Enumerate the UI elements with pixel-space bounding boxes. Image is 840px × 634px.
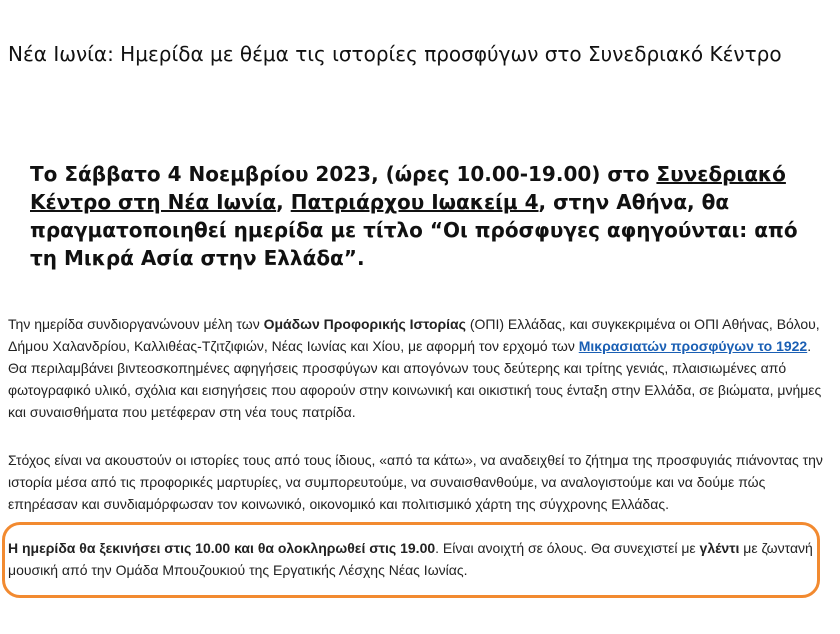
body-paragraph-1 (8, 313, 828, 423)
lead-paragraph (30, 160, 810, 272)
p3-bold-glenti: γλέντι (699, 540, 740, 556)
body-paragraph-2 (8, 449, 828, 515)
p3-bold-times: Η ημερίδα θα ξεκινήσει στις 10.00 και θα ολοκληρωθεί στις 19.00 (8, 540, 436, 556)
p1-bold-groups: Ομάδων Προφορικής Ιστορίας (263, 316, 466, 332)
venue-link[interactable]: Συνεδριακό Κέντρο στη Νέα Ιωνία (30, 162, 786, 214)
lead-text-1: Το Σάββατο 4 Νοεμβρίου 2023, (ώρες 10.00-19.00) στο (30, 162, 657, 186)
p1-text-2: (ΟΠΙ) Ελλάδας, και συγκεκριμένα οι ΟΠΙ Αθήνας, Βόλου, Δήμου Χαλανδρίου, Καλλιθέας-Τζιτζιφιών, Νέας Ιωνίας και Χίου, με αφορμή τον ερχομό των (8, 316, 820, 354)
lead-text-2: , στην Αθήνα, θα πραγματοποιηθεί ημερίδα με τίτλο “Οι πρόσφυγες αφηγούνται: από τη Μικρά Ασία στην Ελλάδα”. (30, 190, 798, 270)
refugees-1922-link[interactable]: Μικρασιατών προσφύγων το 1922 (578, 338, 808, 354)
p1-text-1: Την ημερίδα συνδιοργανώνουν μέλη των (8, 316, 264, 332)
article-title: Νέα Ιωνία: Ημερίδα με θέμα τις ιστορίες προσφύγων στο Συνεδριακό Κέντρο (8, 42, 782, 66)
lead-separator: , (276, 190, 291, 214)
body-paragraph-3 (8, 537, 828, 581)
p3-text-1: . Είναι ανοιχτή σε όλους. Θα συνεχιστεί με (435, 540, 700, 556)
p1-text-3: . Θα περιλαμβάνει βιντεοσκοπημένες αφηγήσεις προσφύγων και απογόνων τους δεύτερης και τρίτης γενιάς, πλαισιωμένες από φωτογραφικό υλικό, σχόλια και εισηγήσεις που αφορούν στην κοινωνική και οικιστική τους ένταξη στην Ελλάδα, σε βιώματα, μνήμες και συναισθήματα που μετέφεραν στη νέα τους πατρίδα. (8, 338, 822, 420)
address-link[interactable]: Πατριάρχου Ιωακείμ 4 (290, 190, 539, 214)
p3-text-2: με ζωντανή μουσική από την Ομάδα Μπουζουκιού της Εργατικής Λέσχης Νέας Ιωνίας. (8, 540, 813, 578)
p2-text: Στόχος είναι να ακουστούν οι ιστορίες τους από τους ίδιους, «από τα κάτω», να αναδειχθεί το ζήτημα της προσφυγιάς πιάνοντας την ιστορία μέσα από τις προφορικές μαρτυρίες, να συμπορευτούμε, να συναισθανθούμε, να αναλογιστούμε και να δούμε πώς επηρέασαν και συνδιαμόρφωσαν τον κοινωνικό, οικονομικό και πολιτισμικό χάρτη της σύγχρονης Ελλάδας. (8, 452, 823, 512)
